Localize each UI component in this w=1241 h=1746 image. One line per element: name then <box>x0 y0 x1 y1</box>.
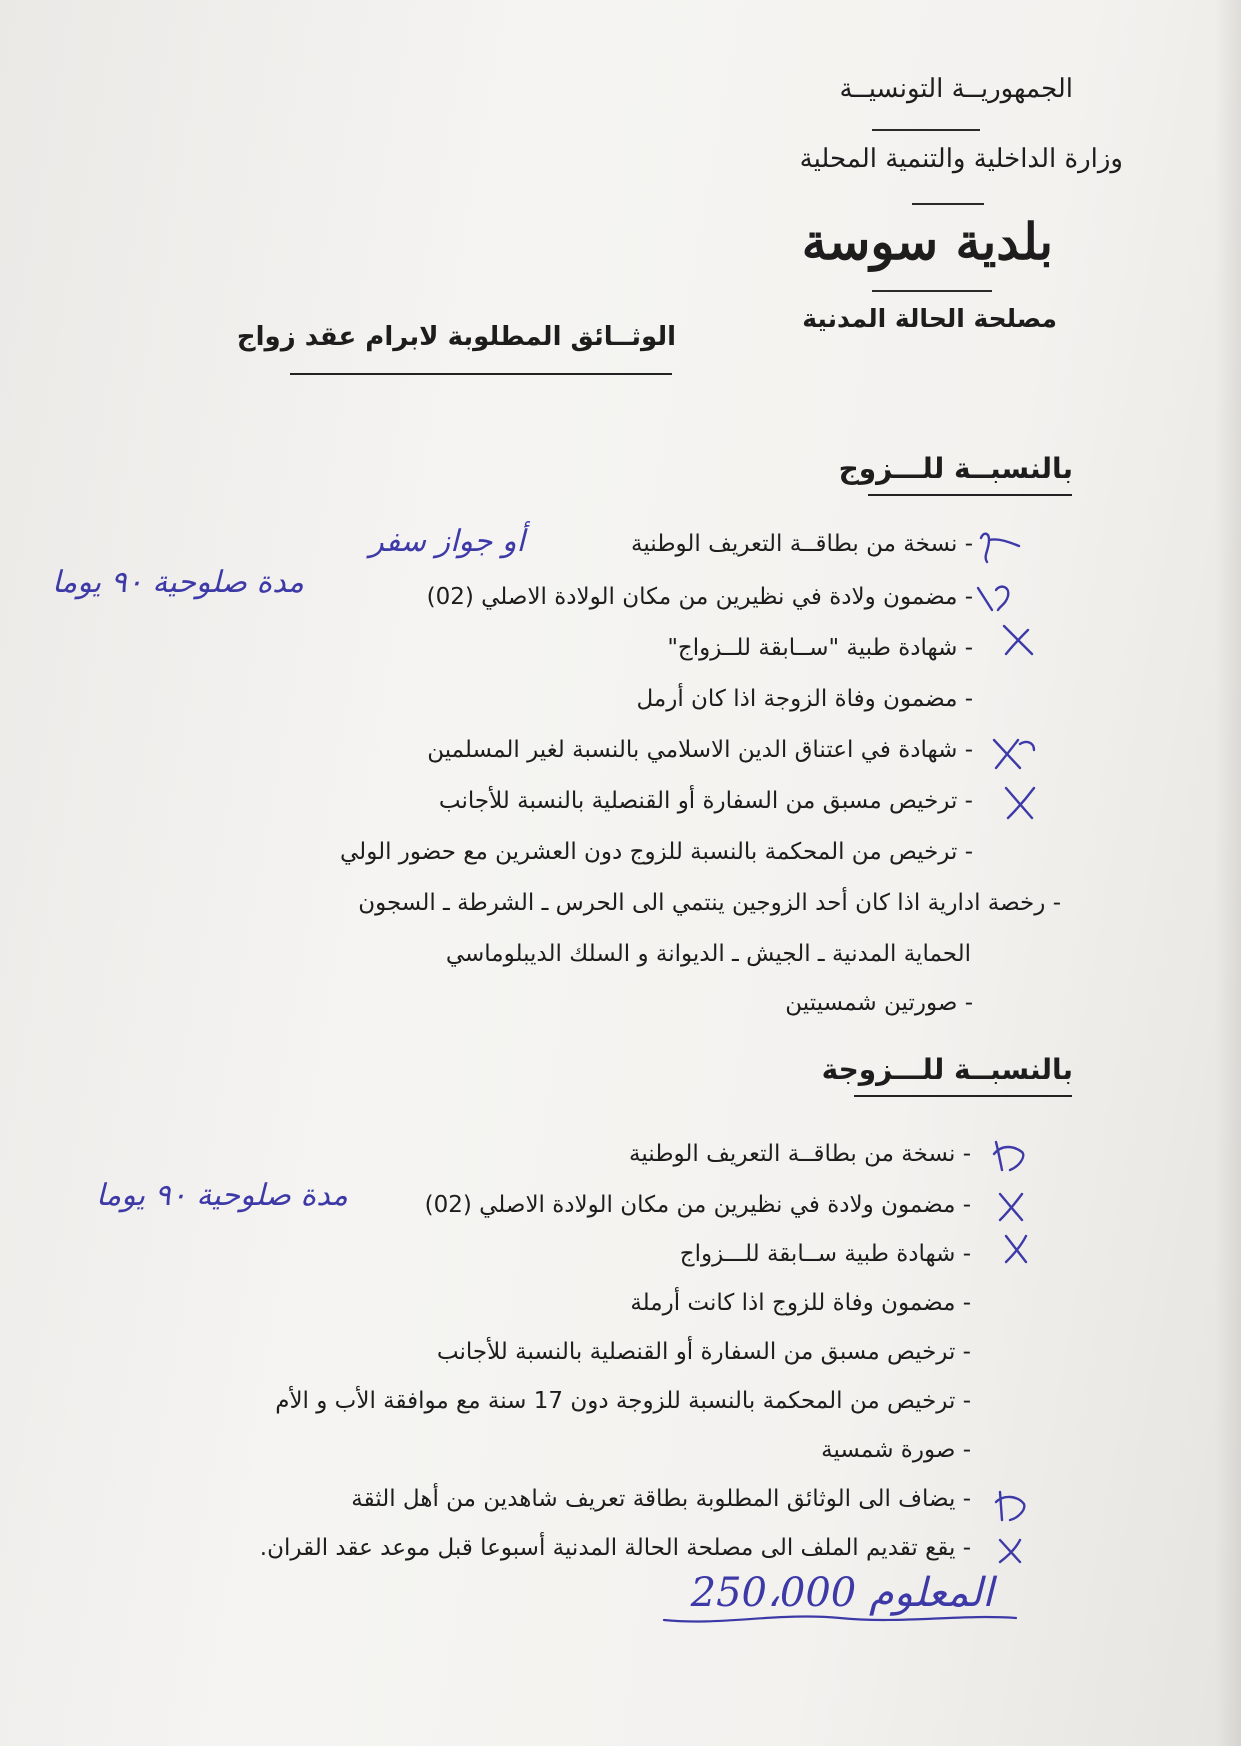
list-item: - مضمون وفاة للزوج اذا كانت أرملة <box>630 1290 971 1316</box>
list-item: - ترخيص من المحكمة بالنسبة للزوج دون العشرين مع حضور الولي <box>340 839 973 865</box>
document-title: الوثــائق المطلوبة لابرام عقد زواج <box>236 322 676 352</box>
service-name: مصلحة الحالة المدنية <box>802 304 1057 333</box>
list-item: - نسخة من بطاقــة التعريف الوطنية <box>631 531 973 557</box>
list-item: - شهادة طبية ســابقة للـــزواج <box>679 1241 971 1267</box>
check-mark-icon <box>990 732 1038 772</box>
check-mark-icon <box>988 1136 1036 1176</box>
country-name: الجمهوريــة التونسيــة <box>839 74 1073 104</box>
check-mark-icon <box>1000 782 1048 822</box>
check-mark-icon <box>992 1188 1040 1228</box>
list-item: - رخصة ادارية اذا كان أحد الزوجين ينتمي الى الحرس ـ الشرطة ـ السجون <box>358 890 1061 916</box>
section-title-bride-underline <box>854 1095 1072 1097</box>
check-mark-icon <box>990 1486 1038 1526</box>
list-item: - يقع تقديم الملف الى مصلحة الحالة المدنية أسبوعا قبل موعد عقد القران. <box>259 1535 971 1561</box>
check-mark-icon <box>975 528 1023 568</box>
header-divider-3 <box>872 290 992 292</box>
municipality-name: بلدية سوسة <box>801 212 1053 271</box>
section-title-groom-underline <box>868 494 1072 496</box>
section-title-bride: بالنسبــة للـــزوجة <box>821 1053 1073 1086</box>
list-item: - ترخيص مسبق من السفارة أو القنصلية بالنسبة للأجانب <box>438 788 973 814</box>
list-item: - ترخيص مسبق من السفارة أو القنصلية بالنسبة للأجانب <box>436 1339 971 1365</box>
check-mark-icon <box>970 580 1018 620</box>
check-mark-icon <box>992 1532 1040 1572</box>
section-title-groom: بالنسبــة للـــزوج <box>838 452 1073 485</box>
list-item: - شهادة في اعتناق الدين الاسلامي بالنسبة لغير المسلمين <box>427 737 973 763</box>
list-item-continuation: الحماية المدنية ـ الجيش ـ الديوانة و السلك الديبلوماسي <box>445 941 971 967</box>
list-item: - شهادة طبية "ســابقة للــزواج" <box>667 635 973 661</box>
fee-underline-stroke <box>660 1606 1020 1630</box>
handwritten-passport-note: أو جواز سفر <box>369 524 525 559</box>
list-item: - مضمون ولادة في نظيرين من مكان الولادة الاصلي (02) <box>424 1192 971 1218</box>
list-item: - نسخة من بطاقــة التعريف الوطنية <box>629 1141 971 1167</box>
paper-shadow <box>1215 0 1241 1746</box>
list-item: - مضمون ولادة في نظيرين من مكان الولادة الاصلي (02) <box>426 584 973 610</box>
check-mark-icon <box>998 620 1046 660</box>
handwritten-validity-note-groom: مدة صلوحية ٩٠ يوما <box>51 565 305 600</box>
ministry-name: وزارة الداخلية والتنمية المحلية <box>799 144 1123 174</box>
header-divider-2 <box>912 203 984 205</box>
list-item: - مضمون وفاة الزوجة اذا كان أرمل <box>636 686 973 712</box>
handwritten-fee: المعلوم 250،000 <box>690 1570 994 1616</box>
header-divider-1 <box>872 129 980 131</box>
handwritten-validity-note-bride: مدة صلوحية ٩٠ يوما <box>95 1178 349 1213</box>
list-item: - صورتين شمسيتين <box>785 990 973 1016</box>
list-item: - ترخيص من المحكمة بالنسبة للزوجة دون 17 سنة مع موافقة الأب و الأم <box>275 1388 971 1414</box>
list-item: - يضاف الى الوثائق المطلوبة بطاقة تعريف شاهدين من أهل الثقة <box>351 1486 971 1512</box>
document-title-underline <box>290 373 672 375</box>
check-mark-icon <box>996 1232 1044 1272</box>
list-item: - صورة شمسية <box>821 1437 971 1463</box>
